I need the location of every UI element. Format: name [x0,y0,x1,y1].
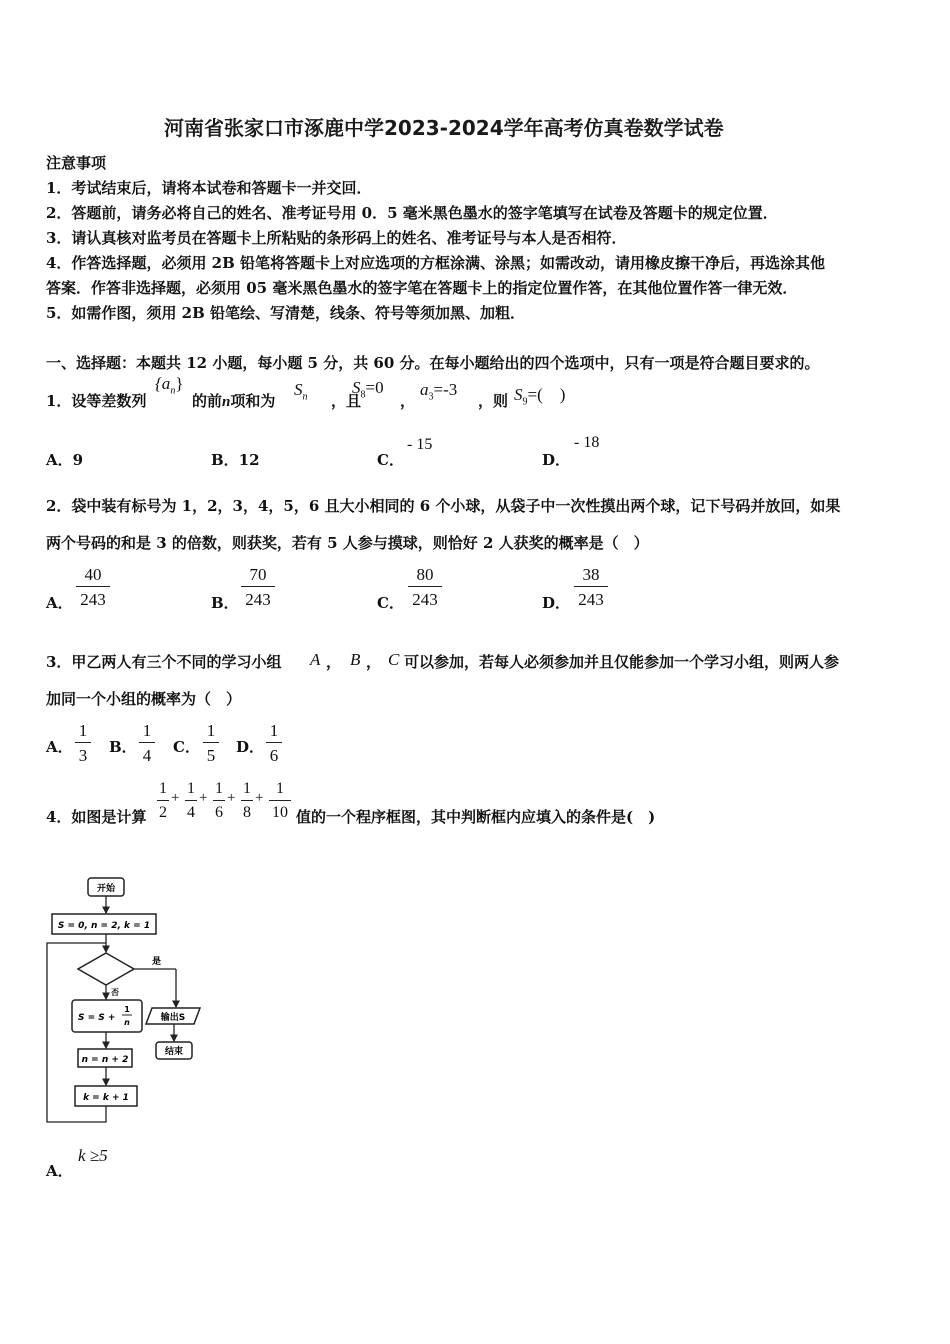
flow-step-k-label: k = k + 1 [83,1093,129,1103]
notice-item-4: 4．作答选择题，必须用 2B 铅笔将答题卡上对应选项的方框涂满、涂黑；如需改动，请用橡皮擦干净后，再选涂其他 [46,254,826,272]
flow-no-label: 否 [111,988,119,997]
flow-init-label: S = 0, n = 2, k = 1 [57,921,151,931]
q3-option-b-label[interactable]: B． [109,738,137,756]
q3-group-a: A [310,650,321,669]
flow-update-den: n [124,1018,130,1027]
q4-text-1: 4．如图是计算 [46,808,147,826]
q1-option-d-label[interactable]: D． [542,451,571,469]
q3-option-c-label[interactable]: C． [173,738,200,756]
q2-line-1: 2．袋中装有标号为 1，2，3，4，5，6 且大小相同的 6 个小球，从袋子中一次性摸出两个球，记下号码并放回，如果 [46,497,841,515]
q4-plus-1: + [171,790,180,806]
q1-text-1: 1．设等差数列 [46,392,147,410]
q4-option-a-label[interactable]: A． [46,1162,73,1180]
q1-text-4: ，则 [478,392,509,410]
q4-plus-2: + [199,790,208,806]
q1-option-d-value: - 18 [574,434,600,451]
q1-option-c-value: - 15 [407,436,433,453]
q4-frac-3: 1 6 [215,780,223,821]
q4-plus-4: + [255,790,264,806]
flow-step-n-label: n = n + 2 [81,1055,129,1065]
q4-frac-1: 1 2 [159,780,167,821]
q3-sep-2: ， [366,653,382,671]
q3-option-d-label[interactable]: D． [236,738,265,756]
notice-item-1: 1．考试结束后，请将本试卷和答题卡一并交回． [46,179,372,197]
q3-option-a-fraction: 1 3 [75,722,91,764]
q3-group-b: B [350,650,361,669]
q2-option-c-fraction: 80 243 [408,566,442,608]
q1-option-b[interactable]: B．12 [211,451,260,469]
flowchart [40,868,210,1128]
q2-option-c-label[interactable]: C． [377,594,404,612]
q3-option-b-fraction: 1 4 [139,722,155,764]
flow-update-lhs: S = S + [78,1013,116,1023]
q4-frac-5: 1 10 [269,781,291,821]
q2-option-a-fraction: 40 243 [76,566,110,608]
q3-option-c-fraction: 1 5 [203,722,219,764]
q1-cond2: $a_3=-3$ [420,380,458,403]
q3-option-d-fraction: 1 6 [266,722,282,764]
q4-text-2: 值的一个程序框图，其中判断框内应填入的条件是( ) [296,808,656,826]
q1-cond1: $S_8=0$ [352,378,384,401]
notice-item-2: 2．答题前，请务必将自己的姓名、准考证号用 0．5 毫米黑色墨水的签字笔填写在试卷及答题卡的规定位置． [46,204,778,222]
section-heading: 一、选择题：本题共 12 小题，每小题 5 分，共 60 分。在每小题给出的四个选项中，只有一项是符合题目要求的。 [46,354,820,372]
flow-end-label: 结束 [164,1047,184,1057]
q4-frac-2: 1 4 [187,780,195,821]
q2-line-2: 两个号码的和是 3 的倍数，则获奖，若有 5 人参与摸球，则恰好 2 人获奖的概率是（ ） [46,534,649,552]
q1-sn: $S_n$ [294,380,308,403]
q3-option-a-label[interactable]: A． [46,738,73,756]
q2-option-d-label[interactable]: D． [542,594,571,612]
q2-option-b-fraction: 70 243 [241,566,275,608]
q3-group-c: C [388,650,400,669]
q4-option-a-value: k ≥5 [78,1146,108,1165]
page-title: 河南省张家口市涿鹿中学2023-2024学年高考仿真卷数学试卷 [164,116,724,140]
flow-output-label: 输出S [160,1013,186,1023]
q2-option-d-fraction: 38 243 [574,566,608,608]
q2-option-a-label[interactable]: A． [46,594,73,612]
q1-comma: ， [400,392,416,410]
flow-decision [78,953,134,985]
q2-option-b-label[interactable]: B． [211,594,239,612]
q3-text-1: 3．甲乙两人有三个不同的学习小组 [46,653,282,671]
q4-frac-4: 1 8 [243,780,251,821]
q1-option-c-label[interactable]: C． [377,451,404,469]
q3-line-2: 加同一个小组的概率为（ ） [46,690,242,708]
notice-item-5: 5．如需作图，须用 2B 铅笔绘、写清楚，线条、符号等须加黑、加粗． [46,304,525,322]
flow-update-num: 1 [124,1005,130,1014]
q1-text-3: ，且 [331,392,362,410]
q1-seq: $\{a_n\}$ [155,374,184,397]
flow-start-label: 开始 [96,884,116,894]
q3-sep-1: ， [326,653,342,671]
q1-ask: $S_9=$( ) [514,385,566,408]
q1-option-a[interactable]: A．9 [46,451,84,469]
notice-item-3: 3．请认真核对监考员在答题卡上所粘贴的条形码上的姓名、准考证号与本人是否相符． [46,229,627,247]
notice-heading: 注意事项 [46,154,107,172]
q3-text-2: 可以参加，若每人必须参加并且仅能参加一个学习小组，则两人参 [404,653,840,671]
q4-plus-3: + [227,790,236,806]
q1-text-2: 的前n项和为 [192,392,276,410]
flow-yes-label: 是 [152,957,162,967]
notice-item-4-cont: 答案．作答非选择题，必须用 05 毫米黑色墨水的签字笔在答题卡上的指定位置作答，在其他位置作答一律无效． [46,279,798,297]
